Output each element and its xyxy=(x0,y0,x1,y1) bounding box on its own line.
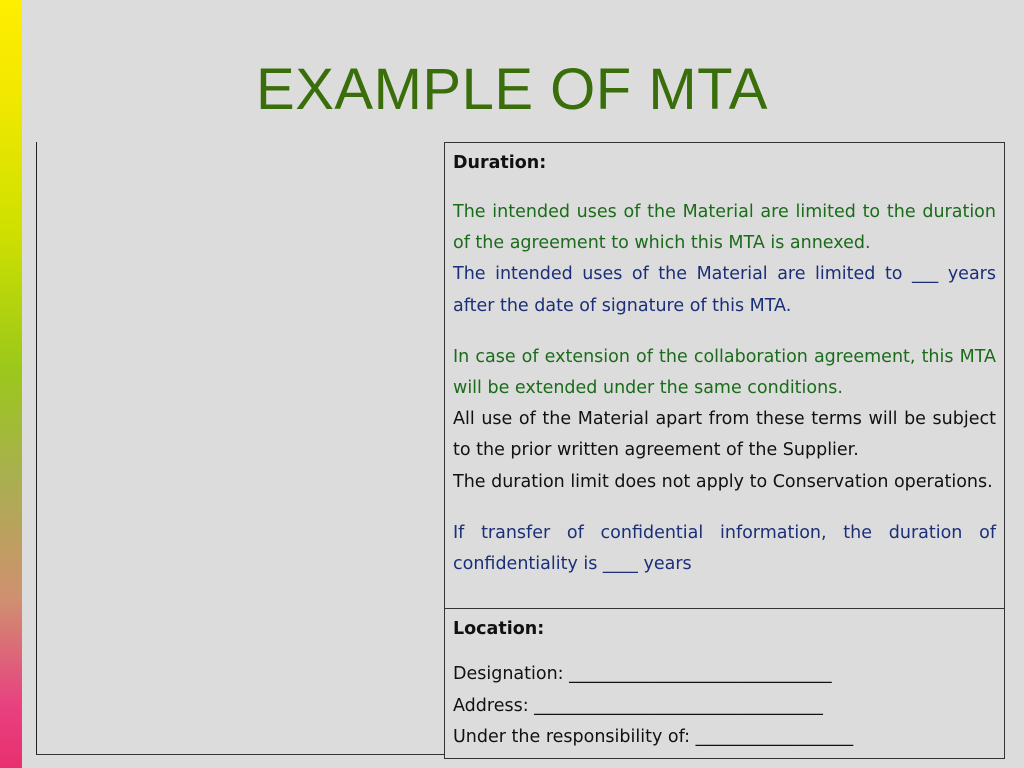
duration-paragraph-2: The intended uses of the Material are limited to ___ years after the date of signature of this MTA. xyxy=(453,264,996,316)
duration-row xyxy=(445,143,1005,609)
duration-paragraph-1: The intended uses of the Material are limited to the duration of the agreement to which this MTA is annexed. xyxy=(453,202,996,254)
mta-table xyxy=(444,142,1005,759)
address-field: Address: _________________________________ xyxy=(453,695,823,716)
left-column-bottom-border xyxy=(36,754,445,755)
duration-paragraph-5: The duration limit does not apply to Conservation operations. xyxy=(453,471,993,492)
designation-field: Designation: ______________________________ xyxy=(453,664,832,684)
duration-heading: Duration: xyxy=(453,153,547,173)
duration-paragraph-3: In case of extension of the collaboration agreement, this MTA will be extended under the same conditions. xyxy=(453,346,996,399)
location-heading: Location: xyxy=(453,619,545,639)
duration-paragraph-6: If transfer of confidential information, the duration of confidentiality is ____ years xyxy=(453,522,996,575)
slide-title: EXAMPLE OF MTA xyxy=(256,57,768,122)
duration-cell xyxy=(445,143,1005,609)
responsibility-field: Under the responsibility of: __________________ xyxy=(453,727,854,747)
location-cell xyxy=(445,609,1005,759)
duration-paragraph-4: All use of the Material apart from these terms will be subject to the prior written agreement of the Supplier. xyxy=(453,409,996,461)
location-row xyxy=(445,609,1005,759)
left-column-border xyxy=(36,142,37,755)
